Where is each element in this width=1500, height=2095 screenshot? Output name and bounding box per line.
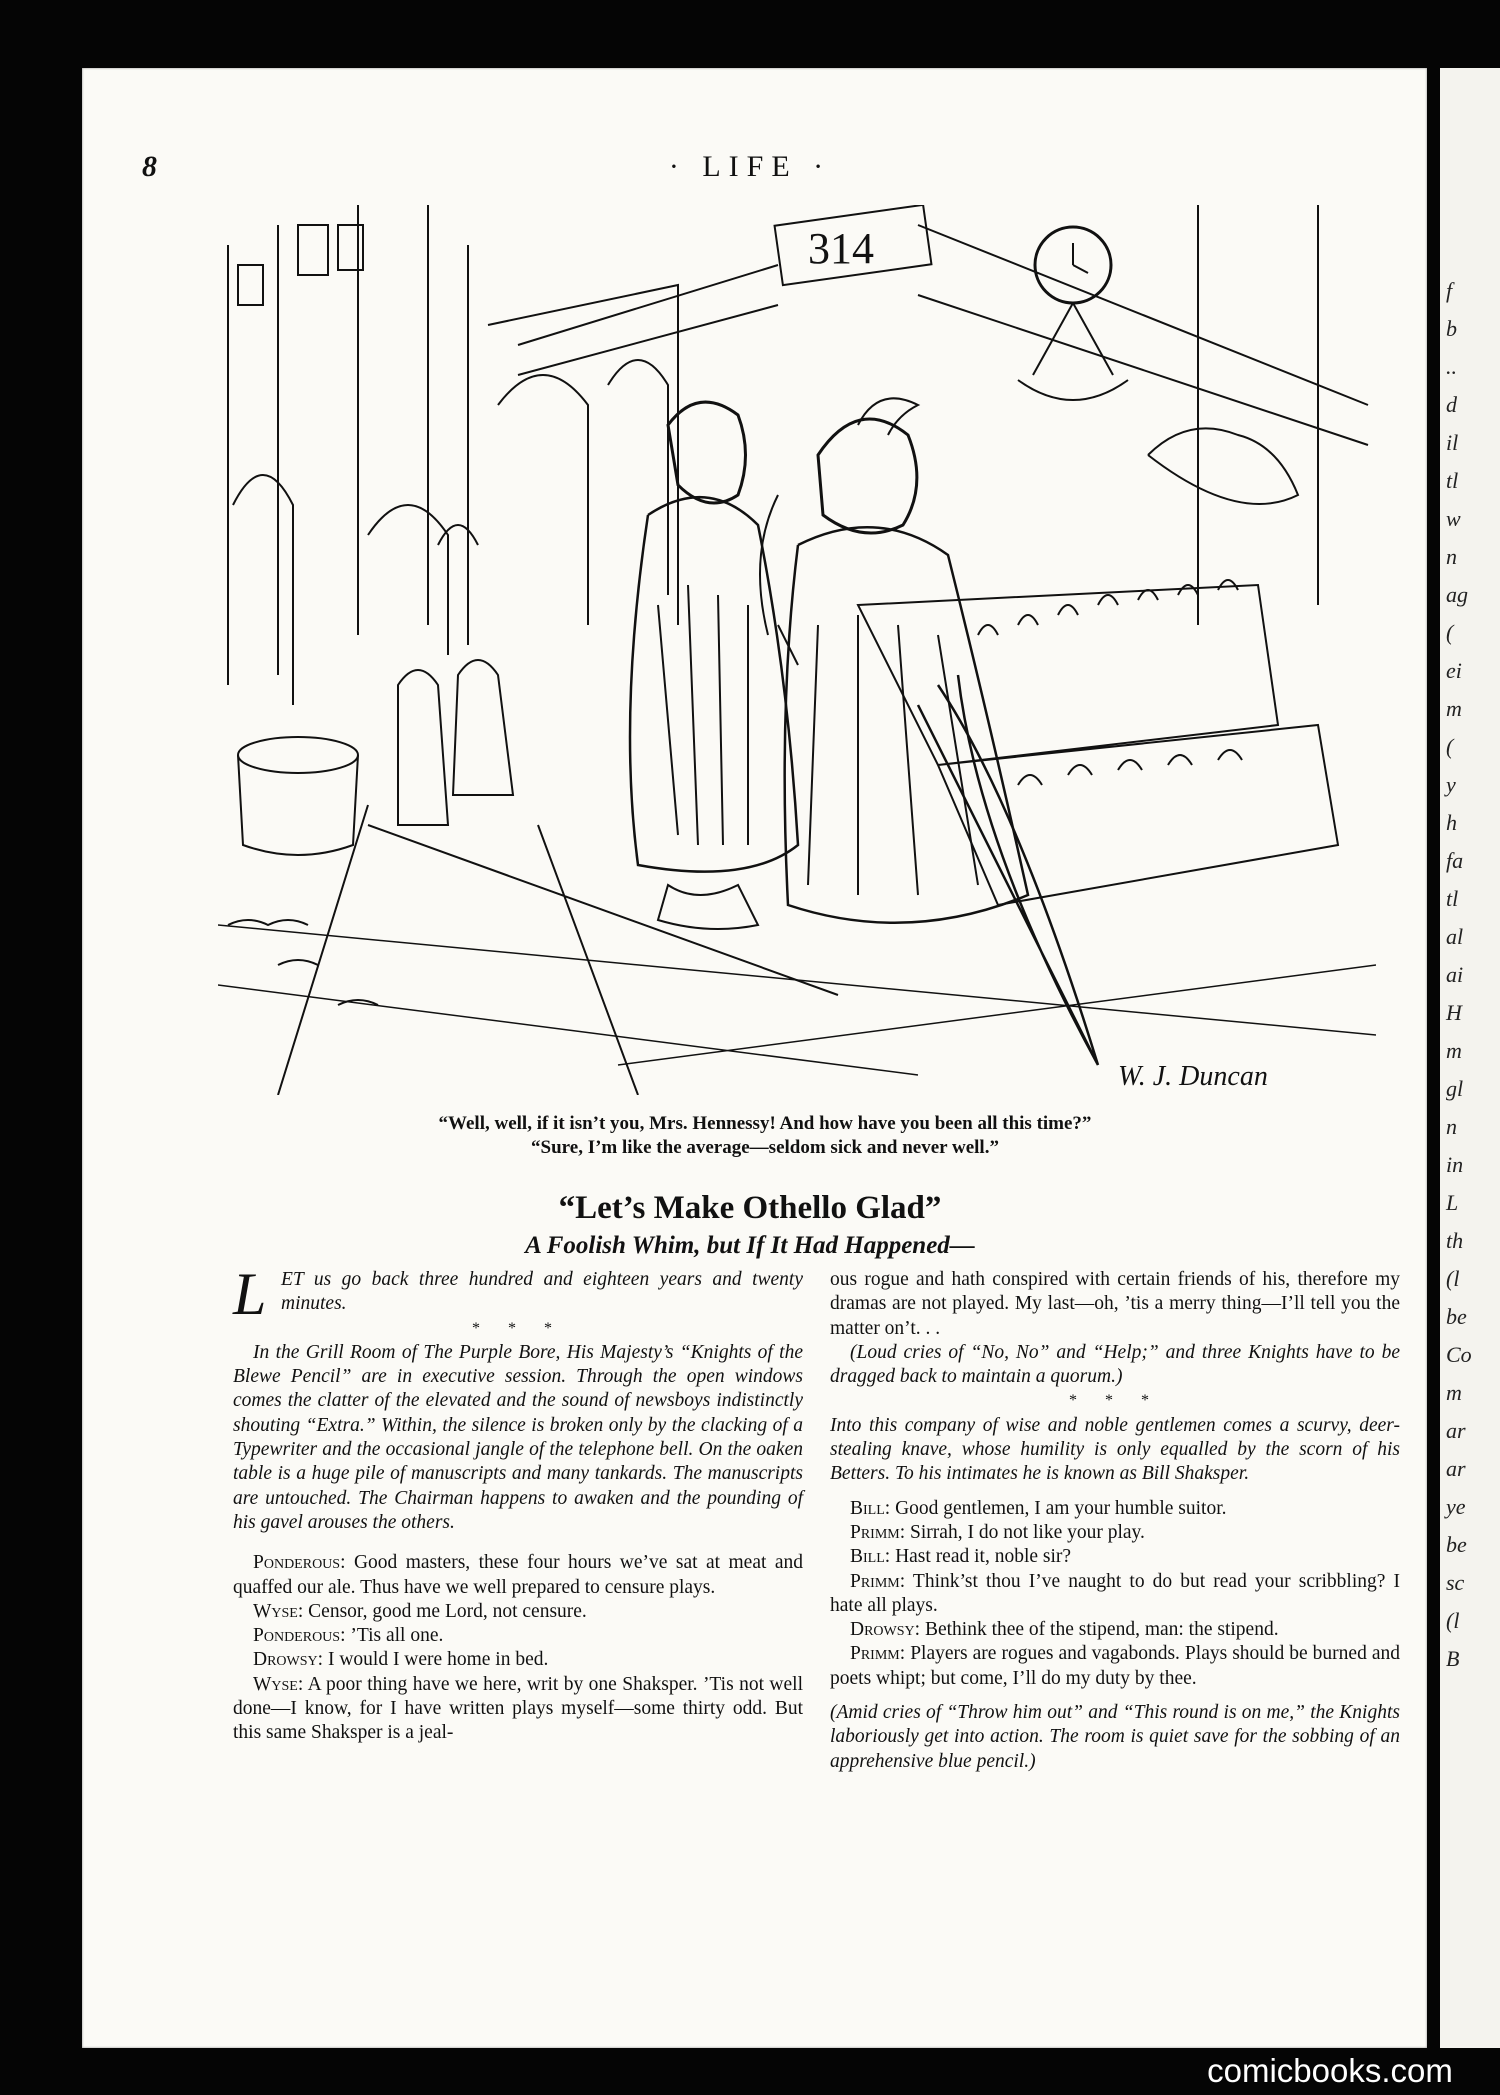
article-column-right (830, 1268, 1400, 1774)
facing-page-fragment: b (1446, 316, 1457, 341)
speaker-name: Wyse (253, 1600, 298, 1622)
dialogue-line (830, 1497, 1400, 1521)
shop-number: 314 (808, 224, 874, 273)
speaker-name: Ponderous (253, 1552, 341, 1574)
facing-page-fragment: (l (1446, 1608, 1460, 1633)
facing-page-fragment: m (1446, 1380, 1462, 1405)
dialogue-line (830, 1570, 1400, 1619)
dialogue-line (830, 1545, 1400, 1569)
facing-page-fragment: tl (1446, 468, 1459, 493)
dialogue-text: : ’Tis all one. (340, 1625, 444, 1647)
facing-page-fragment: fa (1446, 848, 1464, 873)
facing-page-fragment: sc (1446, 1570, 1465, 1595)
page-number: 8 (142, 150, 157, 183)
facing-page-fragment: w (1446, 506, 1461, 531)
watermark: comicbooks.com (1207, 2052, 1453, 2089)
facing-page-fragment: ai (1446, 962, 1464, 987)
scene-paragraph: In the Grill Room of The Purple Bore, His Majesty’s “Knights of the Blewe Pencil” are in executive session. Through the open windows comes the clatter of the elevated and the sound of newsboys indistinctly shouting “Extra.” Within, the silence is broken only by the clacking of a Typewriter and the occasional jangle of the telephone bell. On the oaken table is a huge pile of manuscripts and many tankards. The manuscripts are untouched. The Chairman happens to awaken and the pounding of his gavel arouses the others. (233, 1341, 803, 1533)
facing-page-fragment: f (1446, 278, 1453, 303)
article-subtitle: A Foolish Whim, but If It Had Happened— (525, 1232, 975, 1259)
continuation-paragraph: ous rogue and hath conspired with certain friends of his, therefore my dramas are not played. My last—oh, ’tis a merry thing—I’ll tell you the matter on’t. . . (830, 1269, 1400, 1339)
facing-page-fragment: (l (1446, 1266, 1460, 1291)
caption-line: “Well, well, if it isn’t you, Mrs. Hennessy! And how have you been all this time?” (438, 1113, 1092, 1134)
intro-text: ET us go back three hundred and eighteen years and twenty minutes. (281, 1269, 803, 1315)
dialogue-line (830, 1618, 1400, 1642)
speaker-name: Wyse (253, 1673, 298, 1695)
artist-signature: W. J. Duncan (1118, 1061, 1268, 1092)
facing-page-fragment: be (1446, 1304, 1467, 1329)
facing-page-fragment: .. (1446, 354, 1457, 379)
section-stars: * * * (1069, 1392, 1161, 1410)
dialogue-text: : Bethink thee of the stipend, man: the stipend. (914, 1619, 1279, 1641)
stage-direction: (Loud cries of “No, No” and “Help;” and three Knights have to be dragged back to maintain a quorum.) (830, 1341, 1400, 1388)
dialogue-text: : Think’st thou I’ve naught to do but read your scribbling? I hate all plays. (830, 1570, 1400, 1616)
facing-page-fragment: ei (1446, 658, 1462, 683)
speaker-name: Primm (850, 1643, 900, 1665)
facing-page-fragment: m (1446, 1038, 1462, 1063)
section-stars: * * * (472, 1319, 564, 1337)
dialogue-text: : Players are rogues and vagabonds. Plays should be burned and poets whipt; but come, I’ll do my duty by thee. (830, 1643, 1400, 1689)
facing-page-fragment: m (1446, 696, 1462, 721)
facing-page-fragment: L (1446, 1190, 1459, 1215)
facing-page-fragment: ar (1446, 1456, 1466, 1481)
stage-direction: Into this company of wise and noble gentlemen comes a scurvy, deer-stealing knave, whose humility is only equalled by the scorn of his Betters. To his intimates he is known as Bill Shaksper. (830, 1414, 1400, 1485)
facing-page-edge (1440, 68, 1500, 2048)
facing-page-fragment: H (1446, 1000, 1462, 1025)
facing-page-fragment: al (1446, 924, 1464, 949)
dialogue-line (830, 1642, 1400, 1691)
masthead: · LIFE · (668, 150, 832, 183)
speaker-name: Primm (850, 1521, 900, 1543)
facing-page-fragment: ( (1446, 620, 1454, 645)
facing-page-fragment: d (1446, 392, 1457, 417)
intro-paragraph (233, 1261, 803, 1327)
dialogue-line (233, 1551, 803, 1600)
speaker-name: Drowsy (850, 1619, 915, 1641)
facing-page-fragment: ( (1446, 734, 1454, 759)
facing-page-fragment: gl (1446, 1076, 1464, 1101)
facing-page-fragment: ar (1446, 1418, 1466, 1443)
facing-page-fragment: n (1446, 544, 1457, 569)
dialogue-line (233, 1648, 803, 1672)
facing-page-fragment: ye (1446, 1494, 1466, 1519)
speaker-name: Ponderous (253, 1625, 341, 1647)
dialogue-text: : Censor, good me Lord, not censure. (297, 1600, 587, 1622)
speaker-name: Drowsy (253, 1649, 318, 1671)
dialogue-text: : Hast read it, noble sir? (884, 1546, 1072, 1568)
facing-page-fragment: tl (1446, 886, 1459, 911)
stage-direction: (Amid cries of “Throw him out” and “This round is on me,” the Knights laboriously get into action. The room is quiet save for the sobbing of an apprehensive blue pencil.) (830, 1702, 1400, 1772)
dialogue-text: : A poor thing have we here, writ by one Shaksper. ’Tis not well done—I know, for I have written plays myself—some thirty odd. But this same Shaksper is a jeal- (233, 1673, 803, 1744)
facing-page-fragment: h (1446, 810, 1457, 835)
speaker-name: Primm (850, 1570, 900, 1592)
dialogue-line (233, 1624, 803, 1648)
article-title: “Let’s Make Othello Glad” (558, 1190, 942, 1226)
drop-cap: L (233, 1261, 267, 1327)
dialogue-text: : Good masters, these four hours we’ve sat at meat and quaffed our ale. Thus have we well prepared to censure plays. (233, 1552, 803, 1598)
speaker-name: Bill (850, 1546, 885, 1568)
facing-page-fragment: in (1446, 1152, 1464, 1177)
cartoon-illustration (218, 205, 1376, 1095)
cartoon-caption (300, 1112, 1230, 1160)
dialogue-line (830, 1521, 1400, 1545)
facing-page-fragment: y (1446, 772, 1456, 797)
dialogue-line (233, 1600, 803, 1624)
facing-page-fragment: th (1446, 1228, 1464, 1253)
facing-page-fragment: be (1446, 1532, 1467, 1557)
speaker-name: Bill (850, 1497, 885, 1519)
facing-page-fragment: il (1446, 430, 1459, 455)
facing-page-fragment: Co (1446, 1342, 1472, 1367)
caption-line: “Sure, I’m like the average—seldom sick and never well.” (531, 1137, 999, 1158)
article-column-left (233, 1261, 803, 1746)
dialogue-text: : Good gentlemen, I am your humble suitor. (884, 1497, 1227, 1519)
dialogue-line (233, 1673, 803, 1746)
facing-page-fragment: n (1446, 1114, 1457, 1139)
facing-page-fragment: B (1446, 1646, 1460, 1671)
dialogue-text: : Sirrah, I do not like your play. (899, 1521, 1145, 1543)
facing-page-fragment: ag (1446, 582, 1468, 607)
dialogue-text: : I would I were home in bed. (317, 1649, 549, 1671)
